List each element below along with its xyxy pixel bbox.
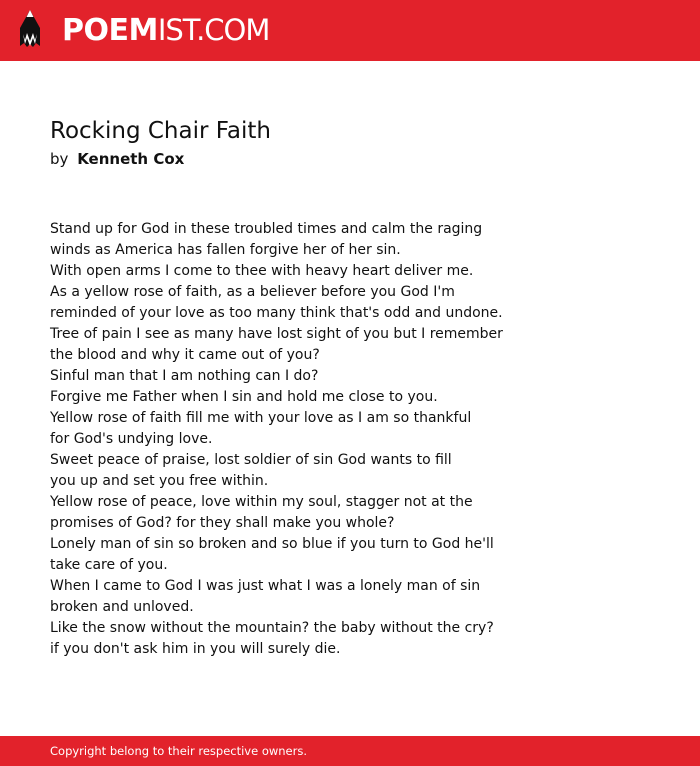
poem-line: Tree of pain I see as many have lost sight of you but I remember — [50, 326, 503, 342]
poem-body — [50, 219, 670, 660]
poem-line: broken and unloved. — [50, 599, 194, 615]
logo-light-text: IST.COM — [157, 13, 270, 47]
site-header — [0, 0, 700, 61]
poem-line: Like the snow without the mountain? the baby without the cry? — [50, 620, 494, 636]
poem-line: As a yellow rose of faith, as a believer before you God I'm — [50, 284, 455, 300]
author-name: Kenneth Cox — [77, 150, 185, 168]
poem-line: Yellow rose of faith fill me with your love as I am so thankful — [50, 410, 472, 426]
poem-line: if you don't ask him in you will surely die. — [50, 641, 341, 657]
pencil-icon — [18, 10, 42, 51]
poem-line: take care of you. — [50, 557, 168, 573]
poem-line: winds as America has fallen forgive her of her sin. — [50, 242, 401, 258]
logo-bold-text: POEM — [62, 13, 158, 48]
poem-line: Sinful man that I am nothing can I do? — [50, 368, 319, 384]
poem-line: the blood and why it came out of you? — [50, 347, 320, 363]
poem-line: reminded of your love as too many think that's odd and undone. — [50, 305, 503, 321]
poem-line: Lonely man of sin so broken and so blue if you turn to God he'll — [50, 536, 494, 552]
poem-line: Stand up for God in these troubled times and calm the raging — [50, 221, 483, 237]
poem-line: for God's undying love. — [50, 431, 213, 447]
byline — [50, 149, 184, 169]
poem-title: Rocking Chair Faith — [50, 118, 271, 144]
poem-line: Forgive me Father when I sin and hold me close to you. — [50, 389, 438, 405]
site-footer — [0, 736, 700, 766]
copyright-text: Copyright belong to their respective owners. — [50, 744, 308, 758]
site-logo[interactable] — [62, 11, 269, 50]
by-label: by — [50, 150, 69, 168]
poem-line: you up and set you free within. — [50, 473, 269, 489]
poem-line: Sweet peace of praise, lost soldier of sin God wants to fill — [50, 452, 452, 468]
poem-line: Yellow rose of peace, love within my soul, stagger not at the — [50, 494, 473, 510]
poem-line: promises of God? for they shall make you whole? — [50, 515, 395, 531]
poem-line: With open arms I come to thee with heavy heart deliver me. — [50, 263, 474, 279]
poem-line: When I came to God I was just what I was a lonely man of sin — [50, 578, 481, 594]
